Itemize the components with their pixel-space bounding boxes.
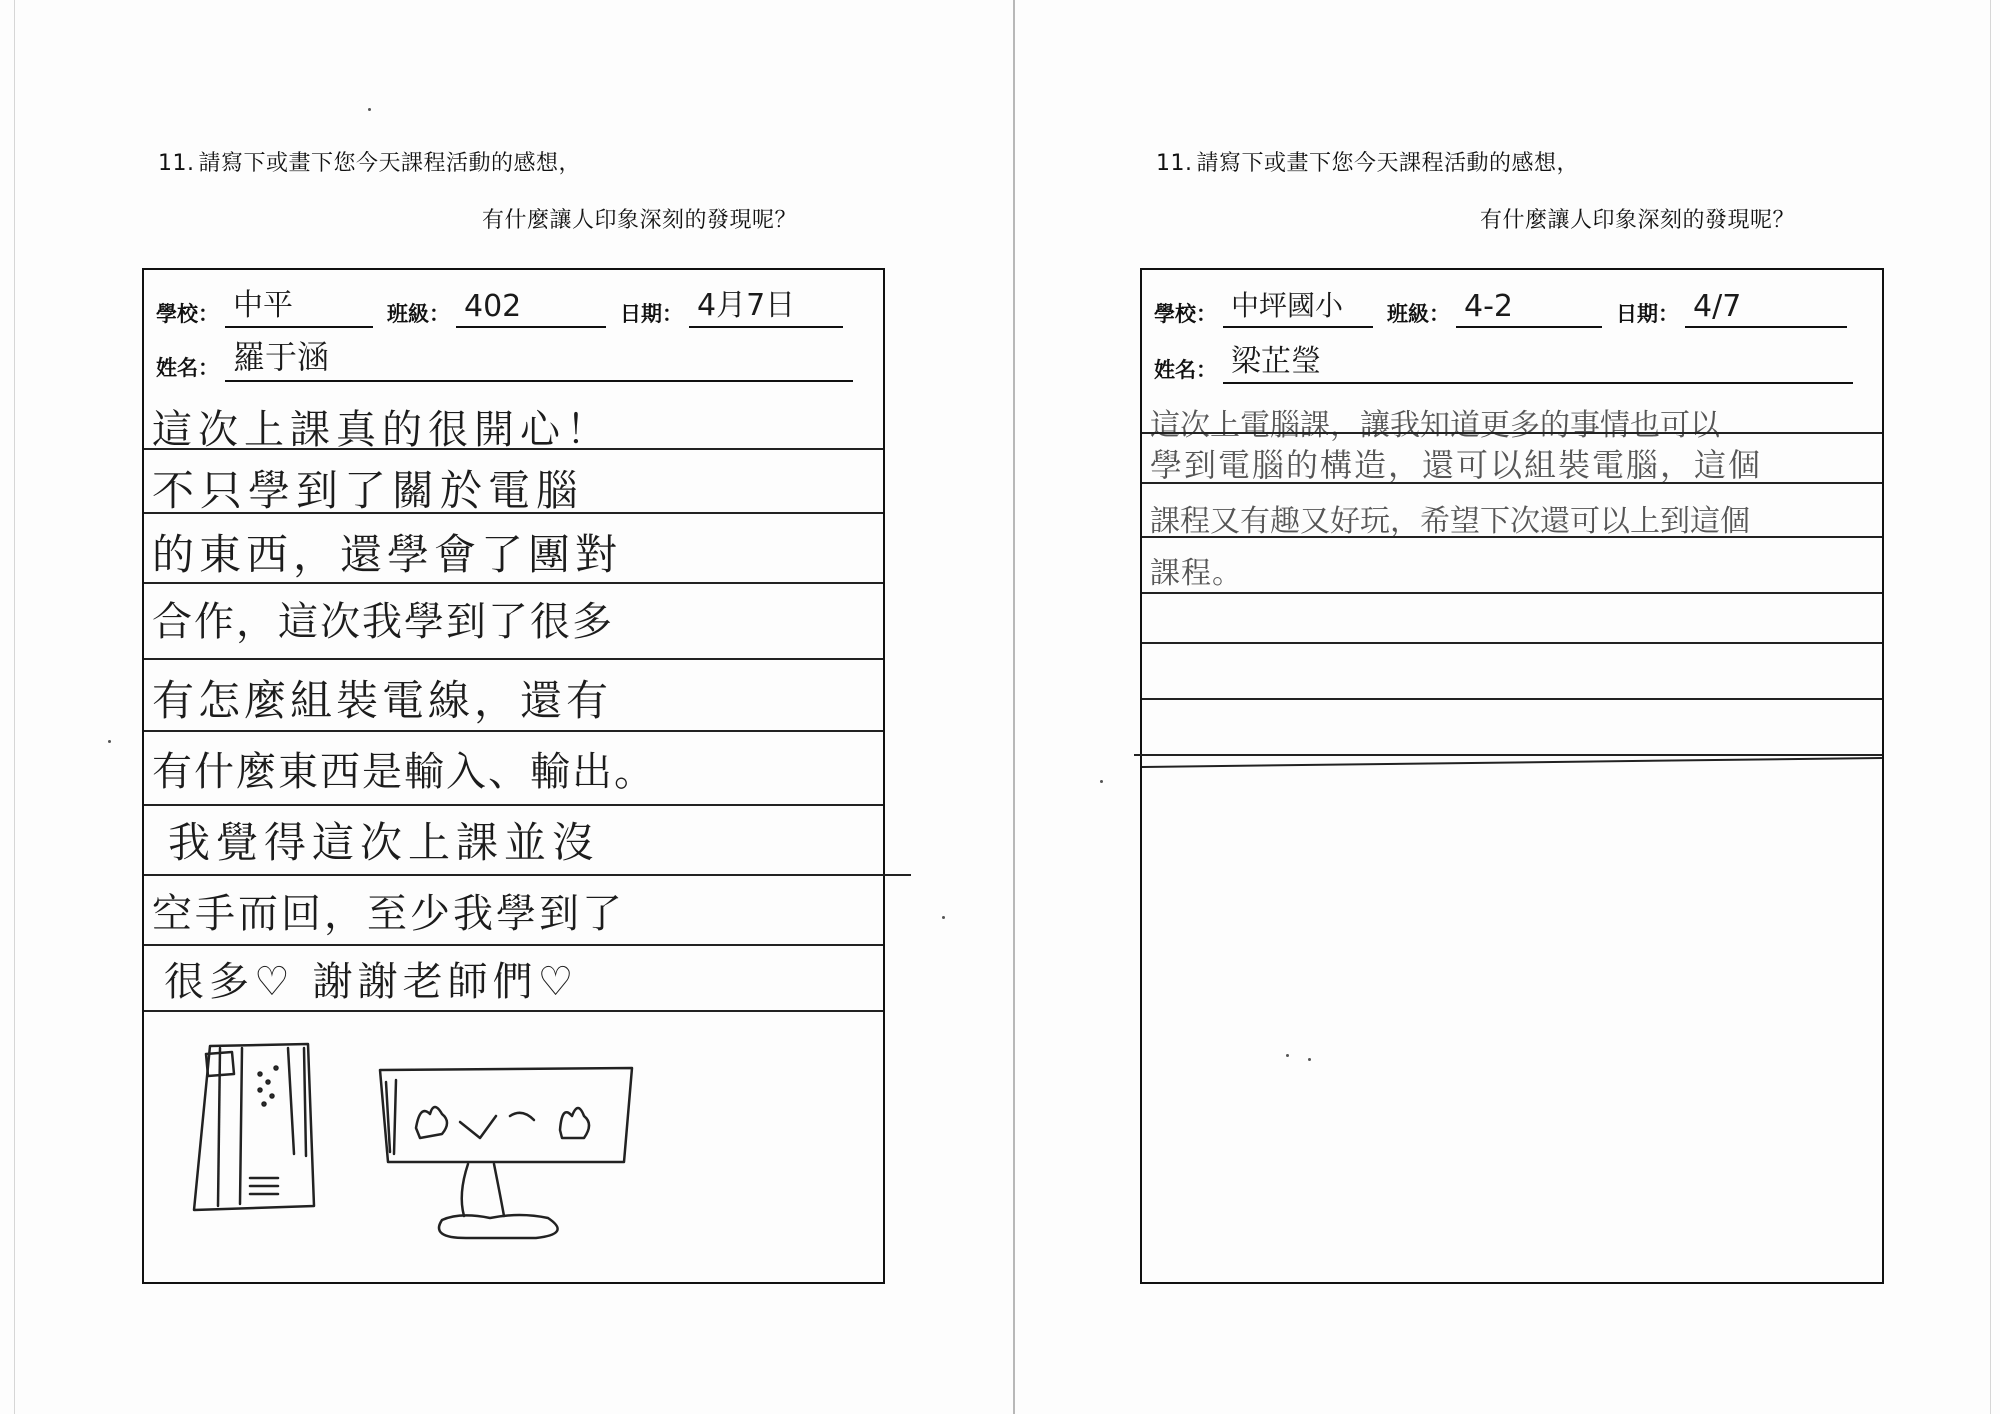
page-spine [1013,0,1015,1414]
school-field [1223,288,1373,328]
ruled-line [144,582,883,584]
ruled-line [1142,698,1882,700]
date-label: 日期： [1616,302,1679,326]
question-line-2: 有什麼讓人印象深刻的發現呢？ [482,208,798,233]
ruled-line [144,448,883,450]
ruled-line [144,874,911,876]
date-label: 日期： [620,302,683,326]
handwritten-line: 我覺得這次上課並沒 [168,818,601,867]
ruled-line [1142,592,1882,594]
ruled-line [144,944,883,946]
school-value: 中坪國小 [1231,289,1344,322]
name-field [225,338,853,382]
school-value: 中平 [233,288,293,323]
question-number: 11. [158,151,195,176]
answer-form [1140,268,1884,1284]
class-value: 402 [464,289,522,324]
handwritten-line: 課程又有趣又好玩，希望下次還可以上到這個 [1150,504,1750,539]
question-text: 請寫下或畫下您今天課程活動的感想， [1196,151,1580,176]
ruled-line [144,658,883,660]
class-field [1456,288,1602,328]
handwritten-line: 不只學到了關於電腦 [152,466,585,515]
ruled-line [1142,642,1882,644]
handwritten-line: 這次上電腦課，讓我知道更多的事情也可以 [1150,408,1720,443]
scan-speck [368,108,371,111]
handwritten-line: 有怎麼組裝電線，還有 [152,676,613,725]
class-label: 班級： [387,302,450,326]
class-label: 班級： [1387,302,1450,326]
handwritten-line: 空手而回，至少我學到了 [152,891,625,937]
right-worksheet-page [1018,0,2000,1414]
meta-row-1 [156,288,843,328]
meta-row-2 [156,338,853,382]
handwritten-line: 的東西，還學會了團對 [152,530,623,579]
page-edge [14,0,15,1414]
scan-speck [1286,1054,1289,1057]
ruled-line [144,512,883,514]
ruled-line [1142,432,1882,434]
question-line-2: 有什麼讓人印象深刻的發現呢？ [1480,208,1796,233]
ruled-line [1142,482,1882,484]
handwritten-line: 這次上課真的很開心！ [152,407,612,453]
name-label: 姓名： [1154,358,1217,382]
school-label: 學校： [1154,302,1217,326]
scan-speck [108,740,111,743]
handwritten-line: 有什麼東西是輸入、輸出。 [152,749,656,795]
handwritten-line: 很多♡ 謝謝老師們♡ [164,959,579,1005]
question-line-1 [1156,146,1579,177]
ruled-line [1142,757,1882,768]
ruled-line [144,804,883,806]
handwritten-line: 合作，這次我學到了很多 [152,599,614,645]
ruled-line [144,1010,883,1012]
scan-speck [1100,780,1103,783]
ruled-line [1142,536,1882,538]
date-value: 4月7日 [697,288,796,323]
date-value: 4/7 [1693,289,1742,324]
date-field [1685,288,1847,328]
handwritten-line: 課程。 [1150,556,1243,591]
question-number: 11. [1156,151,1193,176]
school-field [225,288,373,328]
left-worksheet-page [20,0,1010,1414]
meta-row-1 [1154,288,1847,328]
ruled-line [144,730,883,732]
scan-speck [1308,1058,1311,1061]
school-label: 學校： [156,302,219,326]
name-value: 羅于涵 [233,338,330,376]
date-field [689,288,843,328]
scan-speck [942,916,945,919]
answer-form [142,268,885,1284]
computer-and-monitor-sketch [190,1034,710,1244]
handwritten-line: 學到電腦的構造，還可以組裝電腦，這個 [1150,446,1763,484]
name-value: 梁芷瑩 [1231,344,1321,379]
ruled-line [1134,754,1882,756]
question-line-1 [158,146,581,177]
meta-row-2 [1154,344,1853,384]
class-value: 4-2 [1464,289,1513,324]
question-text: 請寫下或畫下您今天課程活動的感想， [198,151,582,176]
name-label: 姓名： [156,356,219,380]
name-field [1223,344,1853,384]
class-field [456,288,606,328]
